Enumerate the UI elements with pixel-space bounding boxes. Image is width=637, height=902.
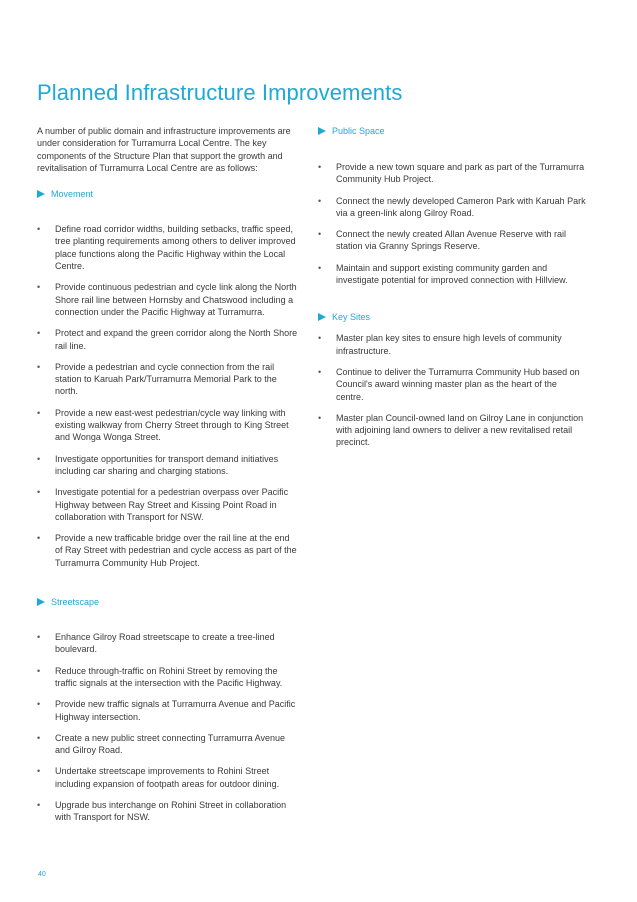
list-item: • Provide a new trafficable bridge over the rail line at the end of Ray Street with pedestrian and cycle access as part of the Turramurra Community Hub Project. — [37, 533, 297, 568]
public-space-heading-label: Public Space — [332, 126, 385, 136]
list-item: • Connect the newly developed Cameron Park with Karuah Park via a green-link along Gilroy Road. — [318, 195, 586, 218]
arrow-right-icon — [37, 190, 45, 198]
movement-heading-label: Movement — [51, 189, 94, 200]
movement-heading — [37, 188, 299, 200]
key-sites-heading — [318, 311, 586, 323]
bullet-icon: • — [37, 487, 41, 498]
list-item: • Connect the newly created Allan Avenue Reserve with rail station via Granny Springs Reserve. — [318, 229, 566, 252]
left-column — [37, 125, 299, 833]
public-space-heading — [318, 125, 586, 137]
list-item: • Master plan key sites to ensure high levels of community infrastructure. — [318, 333, 562, 356]
list-item: • Protect and expand the green corridor along the North Shore rail line. — [37, 328, 298, 351]
page-number: 40 — [38, 871, 46, 878]
list-item: • Provide continuous pedestrian and cycle link along the North Shore rail line between Hornsby and Chatswood including a connection under the Pacific Highway at Turramurra. — [37, 282, 297, 317]
bullet-icon: • — [37, 282, 41, 293]
bullet-icon: • — [318, 333, 322, 344]
arrow-right-icon — [37, 598, 45, 606]
bullet-icon: • — [318, 366, 322, 377]
list-item: • Investigate potential for a pedestrian overpass over Pacific Highway between Ray Street and Kissing Point Road in collaboration with Transport for NSW. — [37, 487, 289, 522]
right-column — [318, 125, 586, 458]
bullet-icon: • — [37, 699, 41, 710]
list-item: • Master plan Council-owned land on Gilroy Lane in conjunction with adjoining land owners to deliver a new revitalised retail precinct. — [318, 412, 584, 448]
public-space-list — [318, 161, 586, 286]
list-item: • Provide new traffic signals at Turramurra Avenue and Pacific Highway intersection. — [37, 699, 296, 722]
bullet-icon: • — [318, 262, 322, 273]
bullet-icon: • — [37, 224, 41, 235]
list-item: • Provide a pedestrian and cycle connection from the rail station to Karuah Park/Turramurra Memorial Park to the north. — [37, 361, 277, 397]
bullet-icon: • — [318, 195, 322, 206]
list-item: • Investigate opportunities for transport demand initiatives including car sharing and charging stations. — [37, 453, 279, 476]
movement-list — [37, 223, 299, 569]
list-item: • Maintain and support existing community garden and investigate potential for improved connection with Hillview. — [318, 262, 568, 286]
bullet-icon: • — [318, 412, 322, 423]
list-item: • Provide a new town square and park as part of the Turramurra Community Hub Project. — [318, 162, 585, 185]
list-item: • Enhance Gilroy Road streetscape to create a tree-lined boulevard. — [37, 632, 275, 655]
bullet-icon: • — [37, 665, 41, 676]
page-title: Planned Infrastructure Improvements — [37, 80, 403, 105]
bullet-icon: • — [37, 361, 41, 372]
arrow-right-icon — [318, 127, 326, 135]
bullet-icon: • — [37, 533, 41, 544]
list-item: • Undertake streetscape improvements to Rohini Street including expansion of footpath areas for outdoor dining. — [37, 766, 280, 789]
streetscape-heading-label: Streetscape — [51, 597, 100, 608]
bullet-icon: • — [37, 799, 41, 810]
list-item: • Provide a new east-west pedestrian/cycle way linking with existing walkway from Cherry Street through to King Street and Wonga Wonga Street. — [37, 407, 289, 443]
arrow-right-icon — [318, 313, 326, 321]
bullet-icon: • — [318, 229, 322, 240]
intro-paragraph: A number of public domain and infrastructure improvements are under consideration for Turramurra Local Centre. The key components of the Structure Plan that support the growth and revitalisation of Turramurra Local Centre are as follows: — [37, 126, 291, 173]
streetscape-heading — [37, 596, 299, 608]
bullet-icon: • — [37, 766, 41, 777]
list-item: • Upgrade bus interchange on Rohini Street in collaboration with Transport for NSW. — [37, 799, 287, 823]
bullet-icon: • — [37, 328, 41, 339]
list-item: • Reduce through-traffic on Rohini Street by removing the traffic signals at the intersection with the Pacific Highway. — [37, 665, 283, 688]
bullet-icon: • — [37, 453, 41, 464]
bullet-icon: • — [37, 407, 41, 418]
bullet-icon: • — [37, 732, 41, 743]
bullet-icon: • — [37, 632, 41, 643]
list-item: • Define road corridor widths, building setbacks, traffic speed, tree planting requirements among others to deliver improved place functions along the Pacific Highway within the Local Centre. — [37, 224, 296, 272]
streetscape-list — [37, 631, 299, 824]
key-sites-heading-label: Key Sites — [332, 312, 371, 323]
bullet-icon: • — [318, 162, 322, 172]
list-item: • Create a new public street connecting Turramurra Avenue and Gilroy Road. — [37, 732, 285, 756]
key-sites-list — [318, 332, 586, 448]
list-item: • Continue to deliver the Turramurra Community Hub based on Council's award winning master plan as the heart of the centre. — [318, 366, 580, 402]
